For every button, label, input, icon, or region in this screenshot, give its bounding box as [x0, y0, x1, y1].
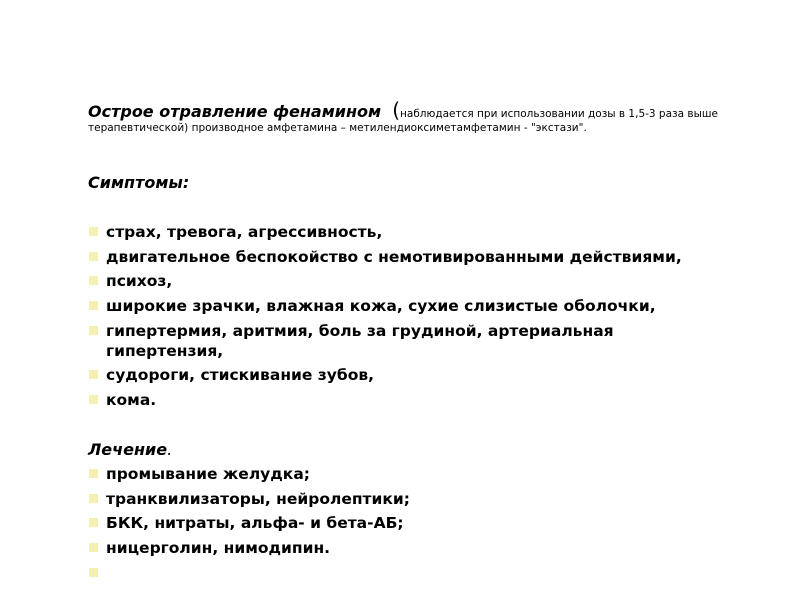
square-bullet-icon [89, 543, 98, 552]
list-item-text: кома. [106, 391, 157, 410]
list-item-text: БКК, нитраты, альфа- и бета-АБ; [106, 514, 404, 533]
list-item [88, 489, 766, 509]
square-bullet-icon [89, 276, 98, 285]
list-item [88, 365, 766, 385]
list-item [88, 321, 706, 361]
list-item [88, 563, 766, 583]
square-bullet-icon [89, 252, 98, 261]
title-note-line1: наблюдается при использовании дозы в 1,5-3 раза выше [400, 108, 718, 120]
list-item-text: транквилизаторы, нейролептики; [106, 489, 410, 508]
square-bullet-icon [89, 568, 98, 577]
title-note-line2: терапевтической) производное амфетамина – метилендиоксиметамфетамин - "экстази". [88, 122, 587, 134]
list-item-text [106, 564, 111, 582]
slide-title [88, 98, 778, 122]
list-item [88, 222, 766, 242]
list-item-text: судороги, стискивание зубов, [106, 366, 375, 385]
square-bullet-icon [89, 494, 98, 503]
square-bullet-icon [89, 370, 98, 379]
square-bullet-icon [89, 518, 98, 527]
list-item [88, 538, 766, 558]
list-item [88, 271, 766, 291]
treatment-heading-suffix: . [167, 440, 173, 459]
list-item [88, 513, 766, 533]
treatment-list [88, 464, 766, 587]
list-item [88, 390, 766, 410]
title-paren: ( [392, 98, 401, 122]
list-item-text: двигательное беспокойство с немотивированными действиями, [106, 247, 682, 266]
list-item [88, 296, 766, 316]
list-item [88, 247, 766, 267]
treatment-heading-text: Лечение [88, 440, 168, 459]
list-item-text: ницерголин, нимодипин. [106, 539, 331, 558]
list-item-text: промывание желудка; [106, 465, 310, 483]
list-item [88, 464, 766, 484]
symptoms-heading: Симптомы: [88, 173, 190, 192]
square-bullet-icon [89, 469, 98, 478]
list-item-text: страх, тревога, агрессивность, [106, 223, 383, 241]
list-item-text: психоз, [106, 272, 173, 291]
square-bullet-icon [89, 227, 98, 236]
treatment-heading [88, 440, 172, 459]
square-bullet-icon [89, 326, 98, 335]
list-item-text: гипертермия, аритмия, боль за грудиной, артериальная гипертензия, [106, 321, 614, 360]
list-item-text: широкие зрачки, влажная кожа, сухие слизистые оболочки, [106, 297, 656, 316]
title-main: Острое отравление фенамином [88, 102, 382, 121]
symptoms-list [88, 222, 766, 415]
square-bullet-icon [89, 395, 98, 404]
square-bullet-icon [89, 301, 98, 310]
